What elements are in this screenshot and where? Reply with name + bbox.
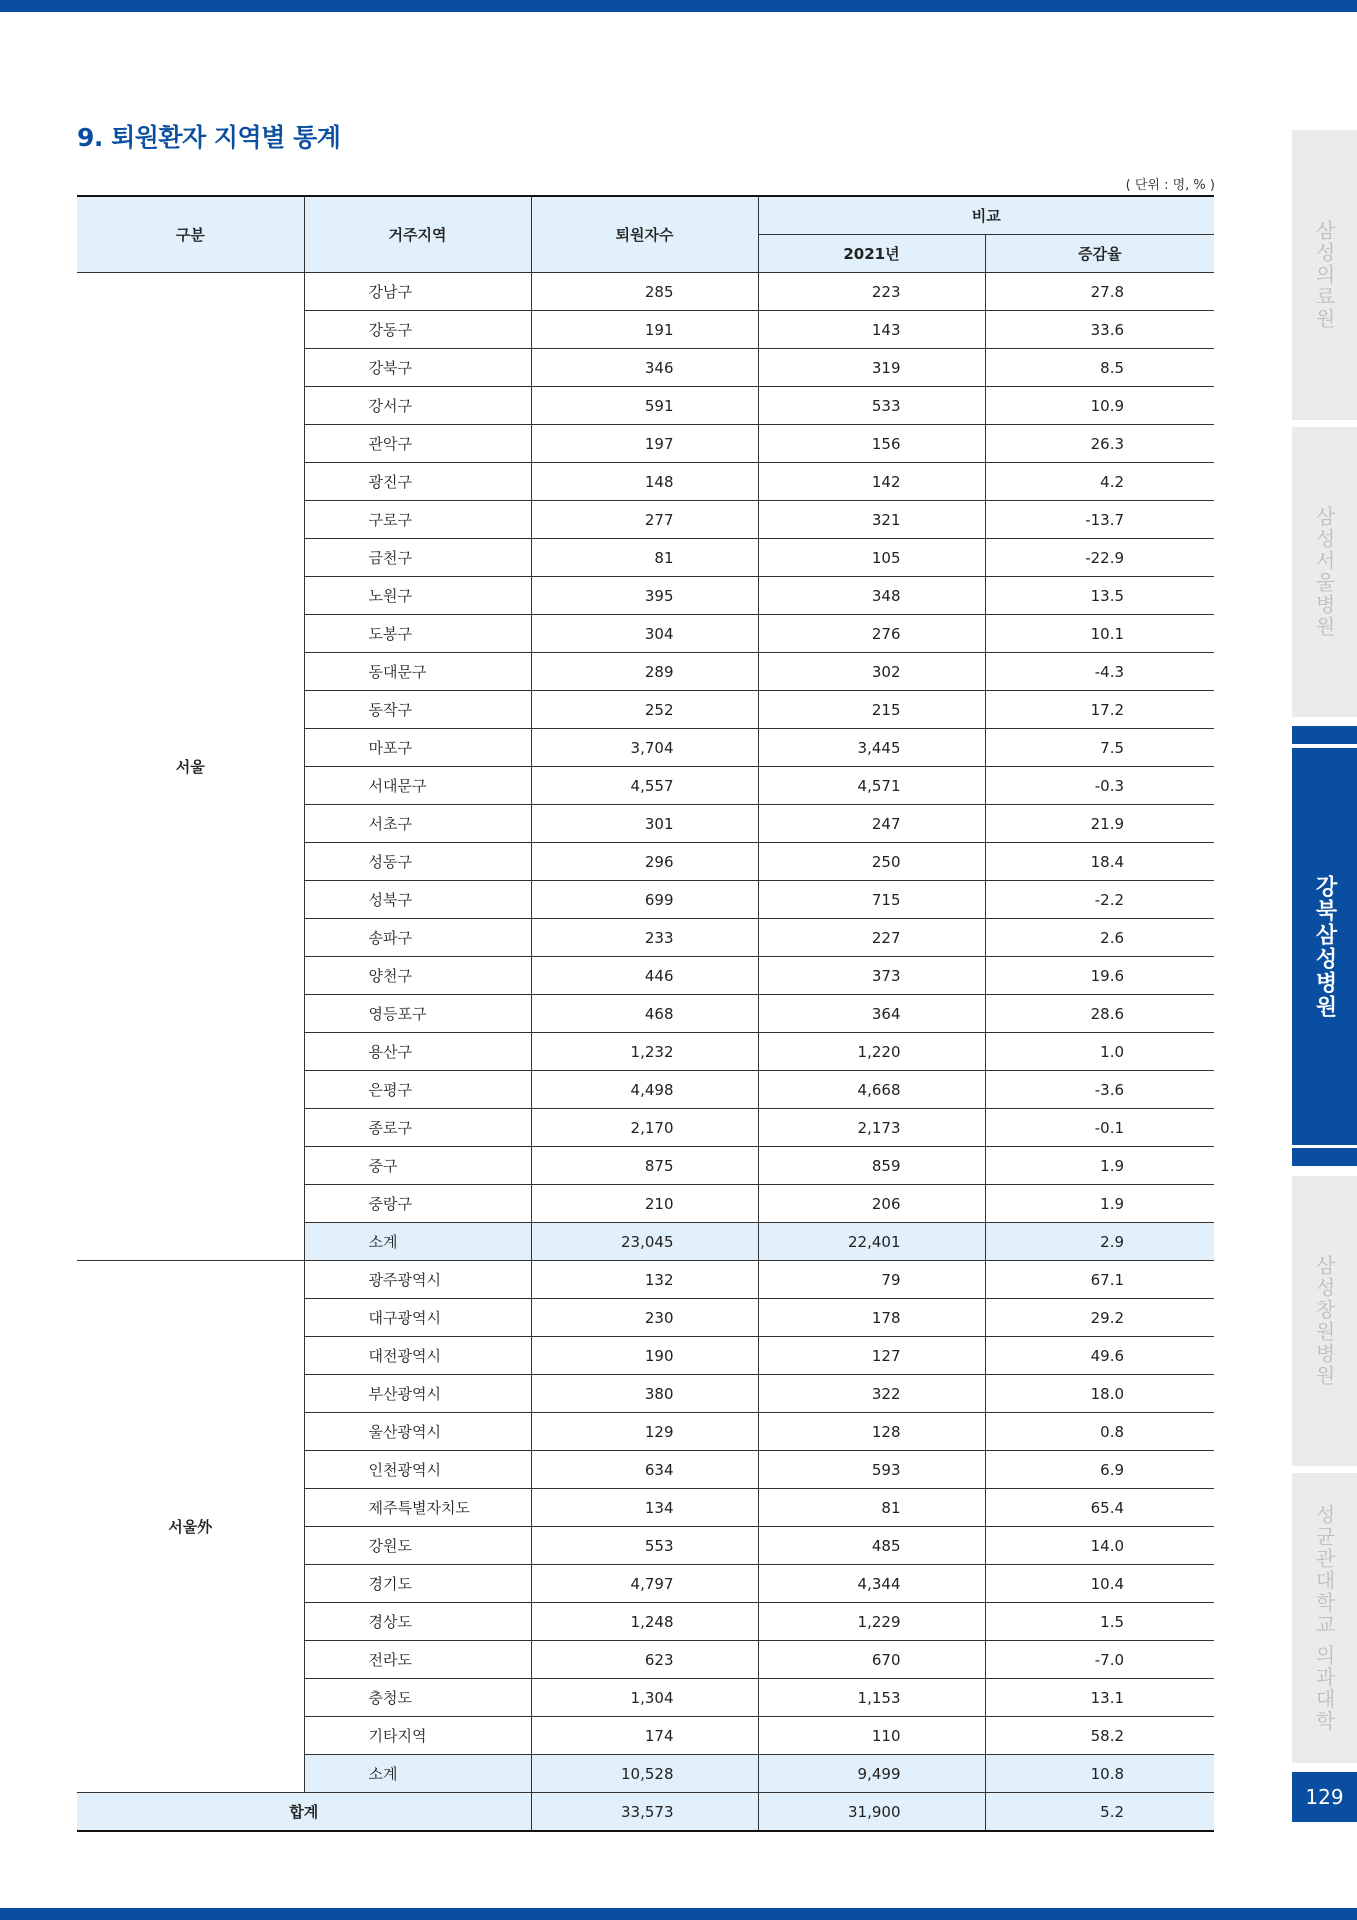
region-cell: 금천구 [304, 539, 531, 577]
prev-year-cell: 2,173 [758, 1109, 985, 1147]
prev-year-cell: 81 [758, 1489, 985, 1527]
side-tab-3[interactable]: 강북삼성병원 [1292, 748, 1357, 1145]
discharge-region-table [77, 195, 1214, 1832]
discharged-count-cell: 2,170 [531, 1109, 758, 1147]
total-row [77, 1793, 1214, 1832]
prev-year-cell: 4,668 [758, 1071, 985, 1109]
discharged-count-cell: 277 [531, 501, 758, 539]
region-cell: 서초구 [304, 805, 531, 843]
header-category: 구분 [77, 196, 304, 273]
region-cell: 노원구 [304, 577, 531, 615]
side-tab-5[interactable]: 성균관대학교 의과대학 [1292, 1473, 1357, 1763]
prev-year-cell: 1,220 [758, 1033, 985, 1071]
region-cell: 대구광역시 [304, 1299, 531, 1337]
region-cell: 도봉구 [304, 615, 531, 653]
region-cell: 울산광역시 [304, 1413, 531, 1451]
rate-cell: 14.0 [985, 1527, 1214, 1565]
page-number: 129 [1292, 1772, 1357, 1822]
rate-cell: -4.3 [985, 653, 1214, 691]
header-year: 2021년 [758, 235, 985, 273]
prev-year-cell: 319 [758, 349, 985, 387]
page-title: 9. 퇴원환자 지역별 통계 [77, 123, 341, 152]
region-cell: 중랑구 [304, 1185, 531, 1223]
rate-cell: 1.5 [985, 1603, 1214, 1641]
prev-year-cell: 79 [758, 1261, 985, 1299]
prev-year-cell: 127 [758, 1337, 985, 1375]
region-cell: 구로구 [304, 501, 531, 539]
region-cell: 전라도 [304, 1641, 531, 1679]
header-rate: 증감율 [985, 235, 1214, 273]
region-cell: 동대문구 [304, 653, 531, 691]
bottom-accent-bar [0, 1908, 1357, 1920]
region-cell: 강서구 [304, 387, 531, 425]
prev-year-cell: 223 [758, 273, 985, 311]
side-tab-1[interactable]: 삼성의료원 [1292, 130, 1357, 420]
total-count: 33,573 [531, 1793, 758, 1832]
region-cell: 은평구 [304, 1071, 531, 1109]
subtotal-count: 10,528 [531, 1755, 758, 1793]
subtotal-count: 23,045 [531, 1223, 758, 1261]
table-row [77, 273, 1214, 311]
discharged-count-cell: 380 [531, 1375, 758, 1413]
prev-year-cell: 4,344 [758, 1565, 985, 1603]
top-accent-bar [0, 0, 1357, 12]
discharged-count-cell: 134 [531, 1489, 758, 1527]
rate-cell: 28.6 [985, 995, 1214, 1033]
prev-year-cell: 156 [758, 425, 985, 463]
rate-cell: 18.4 [985, 843, 1214, 881]
subtotal-label: 소계 [304, 1223, 531, 1261]
discharged-count-cell: 346 [531, 349, 758, 387]
region-cell: 중구 [304, 1147, 531, 1185]
rate-cell: 65.4 [985, 1489, 1214, 1527]
prev-year-cell: 593 [758, 1451, 985, 1489]
discharged-count-cell: 699 [531, 881, 758, 919]
rate-cell: -7.0 [985, 1641, 1214, 1679]
discharged-count-cell: 190 [531, 1337, 758, 1375]
rate-cell: 2.6 [985, 919, 1214, 957]
discharged-count-cell: 174 [531, 1717, 758, 1755]
rate-cell: -0.1 [985, 1109, 1214, 1147]
prev-year-cell: 533 [758, 387, 985, 425]
rate-cell: 0.8 [985, 1413, 1214, 1451]
rate-cell: 13.5 [985, 577, 1214, 615]
prev-year-cell: 3,445 [758, 729, 985, 767]
prev-year-cell: 364 [758, 995, 985, 1033]
subtotal-rate: 10.8 [985, 1755, 1214, 1793]
subtotal-prev-year: 22,401 [758, 1223, 985, 1261]
region-cell: 관악구 [304, 425, 531, 463]
tab-accent-strip [1292, 726, 1357, 744]
group-label: 서울 [77, 273, 304, 1261]
rate-cell: 21.9 [985, 805, 1214, 843]
rate-cell: 4.2 [985, 463, 1214, 501]
rate-cell: 18.0 [985, 1375, 1214, 1413]
prev-year-cell: 247 [758, 805, 985, 843]
discharged-count-cell: 252 [531, 691, 758, 729]
discharged-count-cell: 468 [531, 995, 758, 1033]
rate-cell: 58.2 [985, 1717, 1214, 1755]
discharged-count-cell: 1,304 [531, 1679, 758, 1717]
rate-cell: 1.9 [985, 1185, 1214, 1223]
prev-year-cell: 178 [758, 1299, 985, 1337]
discharged-count-cell: 285 [531, 273, 758, 311]
discharged-count-cell: 296 [531, 843, 758, 881]
discharged-count-cell: 591 [531, 387, 758, 425]
discharged-count-cell: 289 [531, 653, 758, 691]
rate-cell: 10.1 [985, 615, 1214, 653]
subtotal-label: 소계 [304, 1755, 531, 1793]
header-discharged: 퇴원자수 [531, 196, 758, 273]
discharged-count-cell: 553 [531, 1527, 758, 1565]
discharged-count-cell: 623 [531, 1641, 758, 1679]
subtotal-rate: 2.9 [985, 1223, 1214, 1261]
rate-cell: 10.9 [985, 387, 1214, 425]
prev-year-cell: 373 [758, 957, 985, 995]
total-label: 합계 [77, 1793, 531, 1832]
prev-year-cell: 206 [758, 1185, 985, 1223]
prev-year-cell: 1,229 [758, 1603, 985, 1641]
rate-cell: 8.5 [985, 349, 1214, 387]
prev-year-cell: 227 [758, 919, 985, 957]
discharged-count-cell: 4,797 [531, 1565, 758, 1603]
rate-cell: 13.1 [985, 1679, 1214, 1717]
region-cell: 강원도 [304, 1527, 531, 1565]
region-cell: 용산구 [304, 1033, 531, 1071]
discharged-count-cell: 191 [531, 311, 758, 349]
prev-year-cell: 302 [758, 653, 985, 691]
tab-accent-strip [1292, 1148, 1357, 1166]
region-cell: 강동구 [304, 311, 531, 349]
prev-year-cell: 1,153 [758, 1679, 985, 1717]
region-cell: 인천광역시 [304, 1451, 531, 1489]
side-tab-2[interactable]: 삼성서울병원 [1292, 427, 1357, 717]
discharged-count-cell: 230 [531, 1299, 758, 1337]
prev-year-cell: 105 [758, 539, 985, 577]
rate-cell: -3.6 [985, 1071, 1214, 1109]
rate-cell: 6.9 [985, 1451, 1214, 1489]
total-prev-year: 31,900 [758, 1793, 985, 1832]
discharged-count-cell: 197 [531, 425, 758, 463]
region-cell: 경기도 [304, 1565, 531, 1603]
header-compare: 비교 [758, 196, 1214, 235]
rate-cell: -0.3 [985, 767, 1214, 805]
discharged-count-cell: 148 [531, 463, 758, 501]
prev-year-cell: 142 [758, 463, 985, 501]
region-cell: 충청도 [304, 1679, 531, 1717]
region-cell: 기타지역 [304, 1717, 531, 1755]
region-cell: 광진구 [304, 463, 531, 501]
header-region: 거주지역 [304, 196, 531, 273]
rate-cell: 49.6 [985, 1337, 1214, 1375]
prev-year-cell: 110 [758, 1717, 985, 1755]
prev-year-cell: 215 [758, 691, 985, 729]
discharged-count-cell: 634 [531, 1451, 758, 1489]
discharged-count-cell: 446 [531, 957, 758, 995]
prev-year-cell: 4,571 [758, 767, 985, 805]
rate-cell: 29.2 [985, 1299, 1214, 1337]
discharged-count-cell: 233 [531, 919, 758, 957]
region-cell: 양천구 [304, 957, 531, 995]
table-row [77, 1261, 1214, 1299]
rate-cell: 1.0 [985, 1033, 1214, 1071]
discharged-count-cell: 210 [531, 1185, 758, 1223]
region-cell: 송파구 [304, 919, 531, 957]
region-cell: 강북구 [304, 349, 531, 387]
discharged-count-cell: 1,232 [531, 1033, 758, 1071]
rate-cell: 33.6 [985, 311, 1214, 349]
table-body [77, 273, 1214, 1832]
rate-cell: 1.9 [985, 1147, 1214, 1185]
region-cell: 동작구 [304, 691, 531, 729]
discharged-count-cell: 3,704 [531, 729, 758, 767]
rate-cell: 26.3 [985, 425, 1214, 463]
discharged-count-cell: 395 [531, 577, 758, 615]
prev-year-cell: 276 [758, 615, 985, 653]
prev-year-cell: 348 [758, 577, 985, 615]
rate-cell: 67.1 [985, 1261, 1214, 1299]
prev-year-cell: 715 [758, 881, 985, 919]
rate-cell: 17.2 [985, 691, 1214, 729]
region-cell: 광주광역시 [304, 1261, 531, 1299]
discharged-count-cell: 132 [531, 1261, 758, 1299]
rate-cell: 7.5 [985, 729, 1214, 767]
region-cell: 성동구 [304, 843, 531, 881]
prev-year-cell: 321 [758, 501, 985, 539]
prev-year-cell: 250 [758, 843, 985, 881]
region-cell: 성북구 [304, 881, 531, 919]
unit-note: ( 단위 : 명, % ) [1125, 178, 1215, 193]
rate-cell: 27.8 [985, 273, 1214, 311]
rate-cell: -22.9 [985, 539, 1214, 577]
region-cell: 부산광역시 [304, 1375, 531, 1413]
discharged-count-cell: 875 [531, 1147, 758, 1185]
prev-year-cell: 485 [758, 1527, 985, 1565]
prev-year-cell: 670 [758, 1641, 985, 1679]
region-cell: 서대문구 [304, 767, 531, 805]
discharged-count-cell: 301 [531, 805, 758, 843]
group-label: 서울外 [77, 1261, 304, 1793]
total-rate: 5.2 [985, 1793, 1214, 1832]
region-cell: 강남구 [304, 273, 531, 311]
discharged-count-cell: 4,498 [531, 1071, 758, 1109]
discharged-count-cell: 81 [531, 539, 758, 577]
subtotal-prev-year: 9,499 [758, 1755, 985, 1793]
rate-cell: -13.7 [985, 501, 1214, 539]
discharged-count-cell: 4,557 [531, 767, 758, 805]
side-tab-4[interactable]: 삼성창원병원 [1292, 1176, 1357, 1466]
prev-year-cell: 143 [758, 311, 985, 349]
region-cell: 제주특별자치도 [304, 1489, 531, 1527]
prev-year-cell: 322 [758, 1375, 985, 1413]
region-cell: 대전광역시 [304, 1337, 531, 1375]
rate-cell: 19.6 [985, 957, 1214, 995]
rate-cell: -2.2 [985, 881, 1214, 919]
discharged-count-cell: 304 [531, 615, 758, 653]
region-cell: 마포구 [304, 729, 531, 767]
prev-year-cell: 128 [758, 1413, 985, 1451]
discharged-count-cell: 129 [531, 1413, 758, 1451]
region-cell: 영등포구 [304, 995, 531, 1033]
prev-year-cell: 859 [758, 1147, 985, 1185]
region-cell: 종로구 [304, 1109, 531, 1147]
rate-cell: 10.4 [985, 1565, 1214, 1603]
region-cell: 경상도 [304, 1603, 531, 1641]
discharged-count-cell: 1,248 [531, 1603, 758, 1641]
